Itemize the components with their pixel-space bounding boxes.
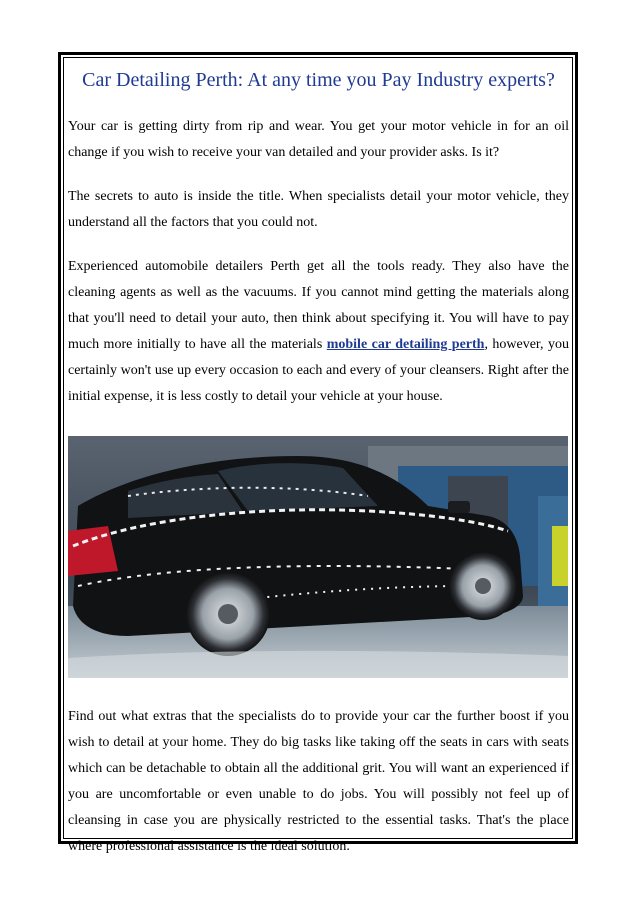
mobile-car-detailing-link[interactable]: mobile car detailing perth (326, 337, 485, 352)
paragraph-intro: Your car is getting dirty from rip and wear. You get your motor vehicle in for an oil change if you wish to receive your van detailed and your provider asks. Is it? (68, 119, 569, 160)
paragraph-extras: Find out what extras that the specialists do to provide your car the further boost if you wish to detail at your home. They do big tasks like taking off the seats in cars with seats which can be detachable to obtain all the additional grit. You will want an experienced if you are uncomfortable or even unable to do jobs. You will possibly not feel up of cleansing in case you are physically restricted to the essential tasks. That's the place where professional assistance is the ideal solution. (68, 709, 569, 854)
soapy-car-photo (68, 436, 568, 678)
page-title: Car Detailing Perth: At any time you Pay Industry experts? (82, 69, 555, 91)
paragraph-secrets: The secrets to auto is inside the title. When specialists detail your motor vehicle, they understand all the factors that you could not. (68, 189, 569, 230)
paragraph-detailers (68, 254, 569, 410)
document-body (68, 62, 569, 860)
paragraph-detailers-text-before: Experienced automobile detailers Perth get all the tools ready. They also have the cleaning agents as well as the vacuums. If you cannot mind getting the materials along that you'll need to detail your auto, then think about specifying it. You will have to pay much more initially to have all the materials (68, 259, 569, 352)
paragraph-detailers-text-after: , however, you certainly won't use up every occasion to each and every of your cleansers. Right after the initial expense, it is less costly to detail your vehicle at your house. (68, 337, 569, 404)
